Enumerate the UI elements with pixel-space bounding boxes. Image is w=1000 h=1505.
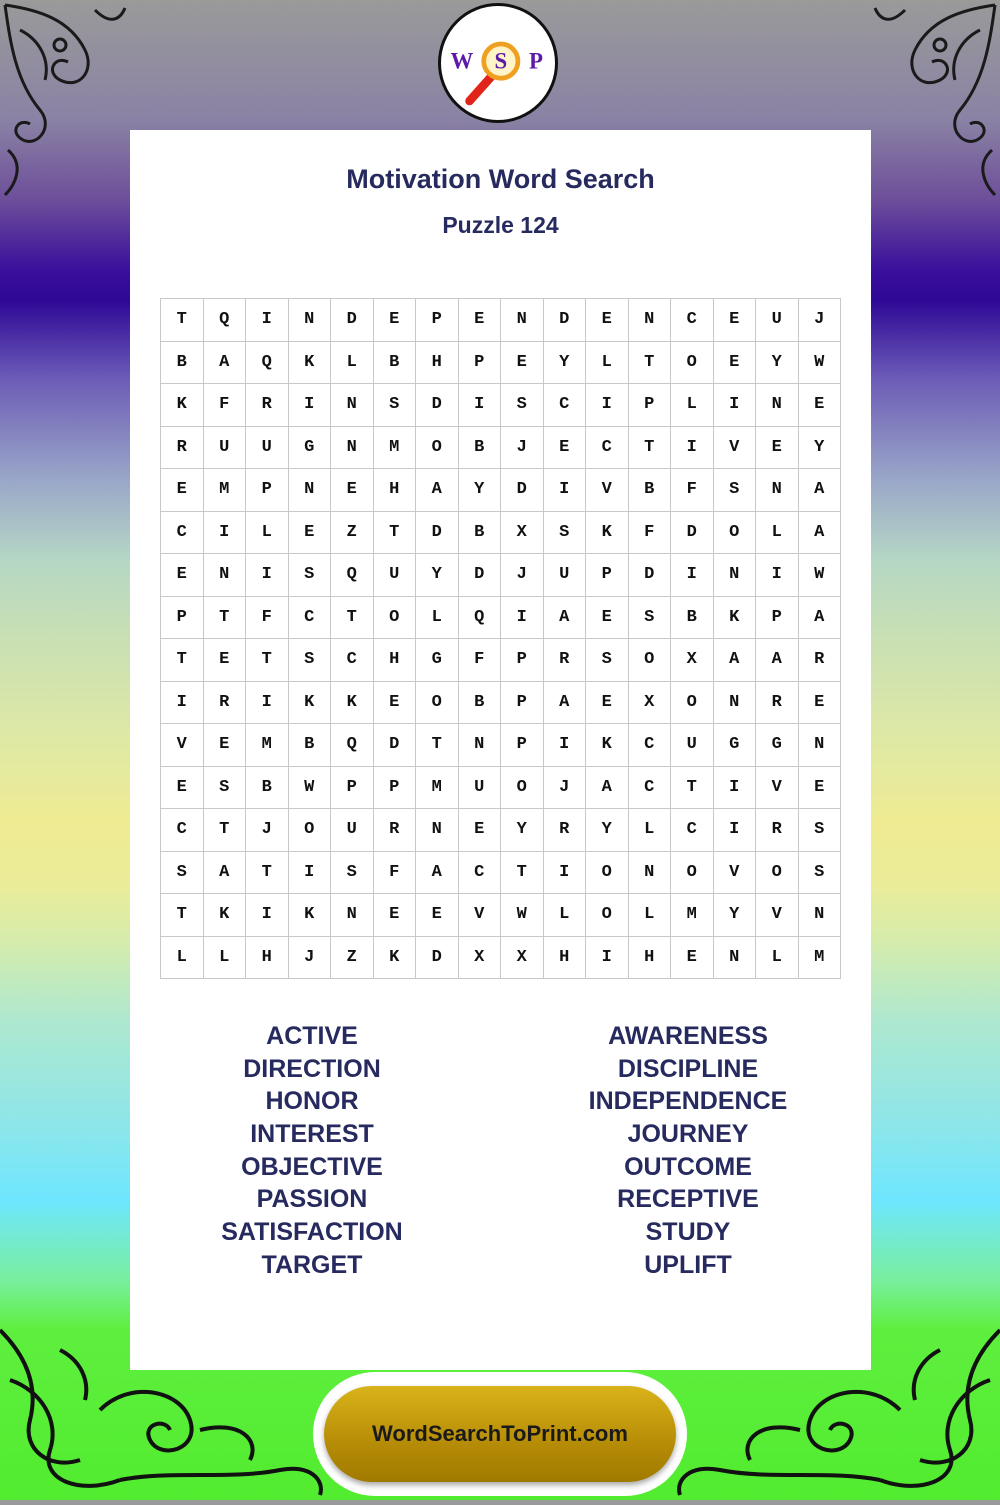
grid-cell: E	[416, 894, 459, 937]
grid-cell: I	[501, 597, 544, 640]
grid-cell: R	[161, 427, 204, 470]
grid-cell: I	[246, 554, 289, 597]
grid-cell: B	[671, 597, 714, 640]
grid-cell: U	[756, 299, 799, 342]
grid-cell: K	[714, 597, 757, 640]
grid-cell: T	[246, 639, 289, 682]
logo-letter-s: S	[494, 48, 508, 74]
grid-cell: B	[289, 724, 332, 767]
grid-cell: H	[544, 937, 587, 980]
grid-cell: E	[459, 809, 502, 852]
puzzle-number: Puzzle 124	[442, 212, 559, 238]
grid-cell: N	[714, 682, 757, 725]
grid-cell: T	[161, 299, 204, 342]
grid-cell: D	[501, 469, 544, 512]
grid-cell: X	[501, 937, 544, 980]
grid-cell: A	[204, 852, 247, 895]
grid-cell: F	[246, 597, 289, 640]
grid-cell: L	[629, 894, 672, 937]
grid-cell: P	[459, 342, 502, 385]
grid-cell: K	[586, 512, 629, 555]
grid-cell: J	[246, 809, 289, 852]
grid-cell: N	[501, 299, 544, 342]
grid-cell: O	[586, 852, 629, 895]
grid-cell: Y	[799, 427, 842, 470]
grid-cell: M	[416, 767, 459, 810]
grid-cell: C	[459, 852, 502, 895]
grid-cell: I	[544, 852, 587, 895]
grid-cell: O	[416, 427, 459, 470]
grid-cell: N	[714, 937, 757, 980]
grid-cell: U	[331, 809, 374, 852]
grid-cell: Y	[756, 342, 799, 385]
grid-cell: R	[756, 682, 799, 725]
grid-cell: E	[374, 682, 417, 725]
grid-cell: S	[374, 384, 417, 427]
grid-cell: N	[629, 299, 672, 342]
grid-cell: O	[289, 809, 332, 852]
puzzle-sheet	[130, 130, 871, 1370]
grid-cell: E	[161, 469, 204, 512]
grid-cell: E	[331, 469, 374, 512]
grid-cell: M	[671, 894, 714, 937]
grid-cell: E	[714, 342, 757, 385]
grid-cell: R	[204, 682, 247, 725]
grid-cell: Q	[246, 342, 289, 385]
grid-cell: V	[756, 894, 799, 937]
grid-cell: E	[714, 299, 757, 342]
grid-cell: Y	[459, 469, 502, 512]
grid-cell: Y	[544, 342, 587, 385]
grid-cell: Z	[331, 512, 374, 555]
grid-cell: J	[289, 937, 332, 980]
grid-cell: A	[204, 342, 247, 385]
grid-cell: L	[756, 937, 799, 980]
grid-cell: A	[586, 767, 629, 810]
grid-cell: V	[459, 894, 502, 937]
word-list-item: DISCIPLINE	[617, 1054, 759, 1083]
grid-cell: T	[629, 342, 672, 385]
grid-cell: S	[799, 852, 842, 895]
grid-cell: E	[459, 299, 502, 342]
grid-cell: W	[289, 767, 332, 810]
grid-cell: L	[671, 384, 714, 427]
word-list-left-column	[152, 1020, 472, 1282]
grid-cell: A	[544, 597, 587, 640]
grid-cell: I	[246, 894, 289, 937]
grid-cell: T	[331, 597, 374, 640]
grid-cell: L	[586, 342, 629, 385]
grid-cell: O	[756, 852, 799, 895]
grid-cell: O	[671, 342, 714, 385]
grid-cell: L	[161, 937, 204, 980]
grid-cell: P	[501, 639, 544, 682]
grid-cell: U	[374, 554, 417, 597]
grid-cell: H	[416, 342, 459, 385]
grid-cell: Y	[586, 809, 629, 852]
grid-cell: X	[629, 682, 672, 725]
grid-cell: G	[416, 639, 459, 682]
grid-cell: S	[714, 469, 757, 512]
grid-cell: P	[331, 767, 374, 810]
grid-cell: S	[331, 852, 374, 895]
grid-cell: T	[161, 639, 204, 682]
word-list-item: OBJECTIVE	[241, 1152, 383, 1181]
grid-cell: M	[246, 724, 289, 767]
word-list-right-column	[528, 1020, 848, 1282]
grid-cell: K	[204, 894, 247, 937]
grid-cell: P	[629, 384, 672, 427]
grid-cell: S	[289, 554, 332, 597]
grid-cell: I	[246, 682, 289, 725]
grid-cell: Y	[501, 809, 544, 852]
grid-cell: P	[416, 299, 459, 342]
grid-cell: P	[501, 682, 544, 725]
grid-cell: S	[289, 639, 332, 682]
grid-cell: W	[501, 894, 544, 937]
grid-cell: C	[586, 427, 629, 470]
grid-cell: F	[671, 469, 714, 512]
grid-cell: N	[331, 894, 374, 937]
grid-cell: D	[629, 554, 672, 597]
grid-cell: T	[501, 852, 544, 895]
grid-cell: P	[374, 767, 417, 810]
grid-cell: A	[756, 639, 799, 682]
grid-cell: T	[374, 512, 417, 555]
grid-cell: D	[416, 384, 459, 427]
grid-cell: H	[629, 937, 672, 980]
grid-cell: M	[374, 427, 417, 470]
grid-cell: I	[246, 299, 289, 342]
grid-cell: L	[544, 894, 587, 937]
grid-cell: A	[714, 639, 757, 682]
grid-cell: J	[544, 767, 587, 810]
grid-cell: O	[714, 512, 757, 555]
grid-cell: K	[374, 937, 417, 980]
grid-cell: K	[289, 682, 332, 725]
grid-cell: D	[416, 937, 459, 980]
grid-cell: E	[161, 554, 204, 597]
grid-cell: N	[289, 469, 332, 512]
grid-cell: U	[459, 767, 502, 810]
grid-cell: E	[374, 894, 417, 937]
grid-cell: D	[459, 554, 502, 597]
grid-cell: S	[629, 597, 672, 640]
grid-cell: N	[459, 724, 502, 767]
word-list-item: RECEPTIVE	[617, 1185, 759, 1214]
grid-cell: K	[289, 342, 332, 385]
grid-cell: T	[416, 724, 459, 767]
grid-cell: R	[374, 809, 417, 852]
grid-cell: T	[629, 427, 672, 470]
grid-cell: C	[671, 299, 714, 342]
grid-cell: T	[161, 894, 204, 937]
grid-cell: L	[246, 512, 289, 555]
grid-cell: U	[246, 427, 289, 470]
grid-cell: E	[586, 597, 629, 640]
grid-cell: E	[204, 639, 247, 682]
grid-cell: V	[714, 852, 757, 895]
grid-cell: O	[586, 894, 629, 937]
grid-cell: M	[799, 937, 842, 980]
grid-cell: G	[289, 427, 332, 470]
grid-cell: A	[416, 852, 459, 895]
word-list-item: UPLIFT	[644, 1250, 732, 1279]
grid-cell: S	[544, 512, 587, 555]
grid-cell: C	[161, 512, 204, 555]
grid-cell: B	[374, 342, 417, 385]
grid-cell: E	[204, 724, 247, 767]
grid-cell: C	[671, 809, 714, 852]
grid-cell: C	[629, 724, 672, 767]
word-list-item: PASSION	[256, 1185, 368, 1214]
grid-cell: J	[501, 427, 544, 470]
grid-cell: V	[714, 427, 757, 470]
grid-cell: N	[331, 427, 374, 470]
grid-cell: O	[671, 852, 714, 895]
grid-cell: I	[586, 384, 629, 427]
grid-cell: K	[331, 682, 374, 725]
grid-cell: O	[629, 639, 672, 682]
grid-cell: A	[799, 597, 842, 640]
word-list-item: ACTIVE	[266, 1022, 358, 1050]
grid-cell: N	[331, 384, 374, 427]
grid-cell: B	[459, 512, 502, 555]
grid-cell: P	[756, 597, 799, 640]
grid-cell: I	[289, 384, 332, 427]
grid-cell: G	[756, 724, 799, 767]
word-list-item: AWARENESS	[608, 1022, 768, 1050]
grid-cell: D	[416, 512, 459, 555]
grid-cell: N	[629, 852, 672, 895]
footer-badge[interactable]	[324, 1386, 676, 1482]
grid-cell: Q	[331, 724, 374, 767]
grid-cell: W	[799, 342, 842, 385]
grid-cell: C	[289, 597, 332, 640]
page-title: Motivation Word Search	[346, 164, 655, 194]
grid-cell: B	[629, 469, 672, 512]
grid-cell: I	[714, 767, 757, 810]
grid-cell: B	[459, 427, 502, 470]
grid-cell: A	[799, 512, 842, 555]
grid-cell: Q	[331, 554, 374, 597]
grid-cell: T	[204, 809, 247, 852]
grid-cell: E	[501, 342, 544, 385]
grid-cell: F	[459, 639, 502, 682]
grid-cell: I	[289, 852, 332, 895]
grid-cell: N	[799, 724, 842, 767]
grid-cell: I	[161, 682, 204, 725]
grid-cell: Y	[416, 554, 459, 597]
grid-cell: R	[756, 809, 799, 852]
grid-cell: E	[756, 427, 799, 470]
grid-cell: S	[501, 384, 544, 427]
grid-cell: P	[586, 554, 629, 597]
grid-cell: N	[714, 554, 757, 597]
wsp-logo	[438, 3, 558, 123]
grid-cell: S	[204, 767, 247, 810]
grid-cell: C	[629, 767, 672, 810]
grid-cell: U	[544, 554, 587, 597]
grid-cell: T	[246, 852, 289, 895]
grid-cell: I	[671, 554, 714, 597]
grid-cell: R	[544, 809, 587, 852]
grid-cell: N	[756, 384, 799, 427]
grid-cell: O	[374, 597, 417, 640]
grid-cell: H	[374, 469, 417, 512]
grid-cell: L	[756, 512, 799, 555]
grid-cell: D	[331, 299, 374, 342]
grid-cell: W	[799, 554, 842, 597]
grid-cell: V	[756, 767, 799, 810]
grid-cell: S	[799, 809, 842, 852]
grid-cell: X	[459, 937, 502, 980]
grid-cell: E	[289, 512, 332, 555]
grid-cell: G	[714, 724, 757, 767]
word-list-item: INTEREST	[250, 1120, 374, 1149]
grid-cell: E	[544, 427, 587, 470]
word-list-item: HONOR	[265, 1087, 359, 1116]
grid-cell: Y	[714, 894, 757, 937]
grid-cell: A	[544, 682, 587, 725]
word-list-item: JOURNEY	[627, 1120, 749, 1149]
grid-cell: A	[799, 469, 842, 512]
corner-ornament-top-right	[870, 0, 1000, 200]
grid-cell: R	[544, 639, 587, 682]
grid-cell: R	[246, 384, 289, 427]
grid-cell: B	[459, 682, 502, 725]
grid-cell: I	[544, 724, 587, 767]
grid-cell: I	[714, 809, 757, 852]
grid-cell: X	[501, 512, 544, 555]
grid-cell: I	[756, 554, 799, 597]
grid-cell: V	[161, 724, 204, 767]
footer-site-name: WordSearchToPrint.com	[372, 1421, 628, 1446]
logo-letter-w: W	[450, 48, 474, 74]
grid-cell: B	[161, 342, 204, 385]
grid-cell: O	[671, 682, 714, 725]
grid-cell: I	[671, 427, 714, 470]
grid-cell: C	[161, 809, 204, 852]
grid-cell: F	[204, 384, 247, 427]
grid-cell: T	[671, 767, 714, 810]
grid-cell: E	[586, 299, 629, 342]
grid-cell: K	[161, 384, 204, 427]
grid-cell: J	[799, 299, 842, 342]
grid-cell: C	[544, 384, 587, 427]
grid-cell: Q	[204, 299, 247, 342]
grid-cell: L	[629, 809, 672, 852]
grid-cell: O	[416, 682, 459, 725]
grid-cell: T	[204, 597, 247, 640]
grid-cell: X	[671, 639, 714, 682]
grid-cell: P	[501, 724, 544, 767]
grid-cell: I	[459, 384, 502, 427]
grid-cell: J	[501, 554, 544, 597]
grid-cell: L	[331, 342, 374, 385]
grid-cell: Z	[331, 937, 374, 980]
word-list-item: TARGET	[261, 1250, 363, 1279]
corner-ornament-top-left	[0, 0, 130, 200]
letter-grid	[160, 298, 841, 979]
grid-cell: E	[374, 299, 417, 342]
grid-cell: S	[161, 852, 204, 895]
grid-cell: A	[416, 469, 459, 512]
grid-cell: O	[501, 767, 544, 810]
grid-cell: E	[586, 682, 629, 725]
grid-cell: Q	[459, 597, 502, 640]
grid-cell: B	[246, 767, 289, 810]
grid-cell: N	[204, 554, 247, 597]
word-list-item: OUTCOME	[624, 1152, 752, 1181]
grid-cell: E	[671, 937, 714, 980]
grid-cell: N	[289, 299, 332, 342]
grid-cell: M	[204, 469, 247, 512]
grid-cell: H	[374, 639, 417, 682]
grid-cell: F	[374, 852, 417, 895]
grid-cell: L	[416, 597, 459, 640]
grid-cell: H	[246, 937, 289, 980]
grid-cell: D	[374, 724, 417, 767]
grid-cell: U	[671, 724, 714, 767]
grid-cell: N	[416, 809, 459, 852]
grid-cell: I	[714, 384, 757, 427]
grid-cell: I	[586, 937, 629, 980]
grid-cell: N	[756, 469, 799, 512]
grid-cell: C	[331, 639, 374, 682]
grid-cell: F	[629, 512, 672, 555]
grid-cell: E	[799, 767, 842, 810]
grid-cell: L	[204, 937, 247, 980]
grid-cell: V	[586, 469, 629, 512]
grid-cell: N	[799, 894, 842, 937]
grid-cell: E	[799, 682, 842, 725]
word-list-item: SATISFACTION	[221, 1218, 403, 1247]
grid-cell: S	[586, 639, 629, 682]
word-list-item: DIRECTION	[243, 1054, 381, 1083]
logo-letter-p: P	[529, 48, 543, 74]
grid-cell: I	[204, 512, 247, 555]
grid-cell: P	[161, 597, 204, 640]
grid-cell: K	[289, 894, 332, 937]
word-list-item: INDEPENDENCE	[588, 1087, 788, 1116]
word-list-item: STUDY	[645, 1218, 731, 1247]
grid-cell: D	[544, 299, 587, 342]
grid-cell: R	[799, 639, 842, 682]
grid-cell: D	[671, 512, 714, 555]
grid-cell: U	[204, 427, 247, 470]
grid-cell: P	[246, 469, 289, 512]
grid-cell: E	[799, 384, 842, 427]
grid-cell: I	[544, 469, 587, 512]
grid-cell: E	[161, 767, 204, 810]
grid-cell: K	[586, 724, 629, 767]
